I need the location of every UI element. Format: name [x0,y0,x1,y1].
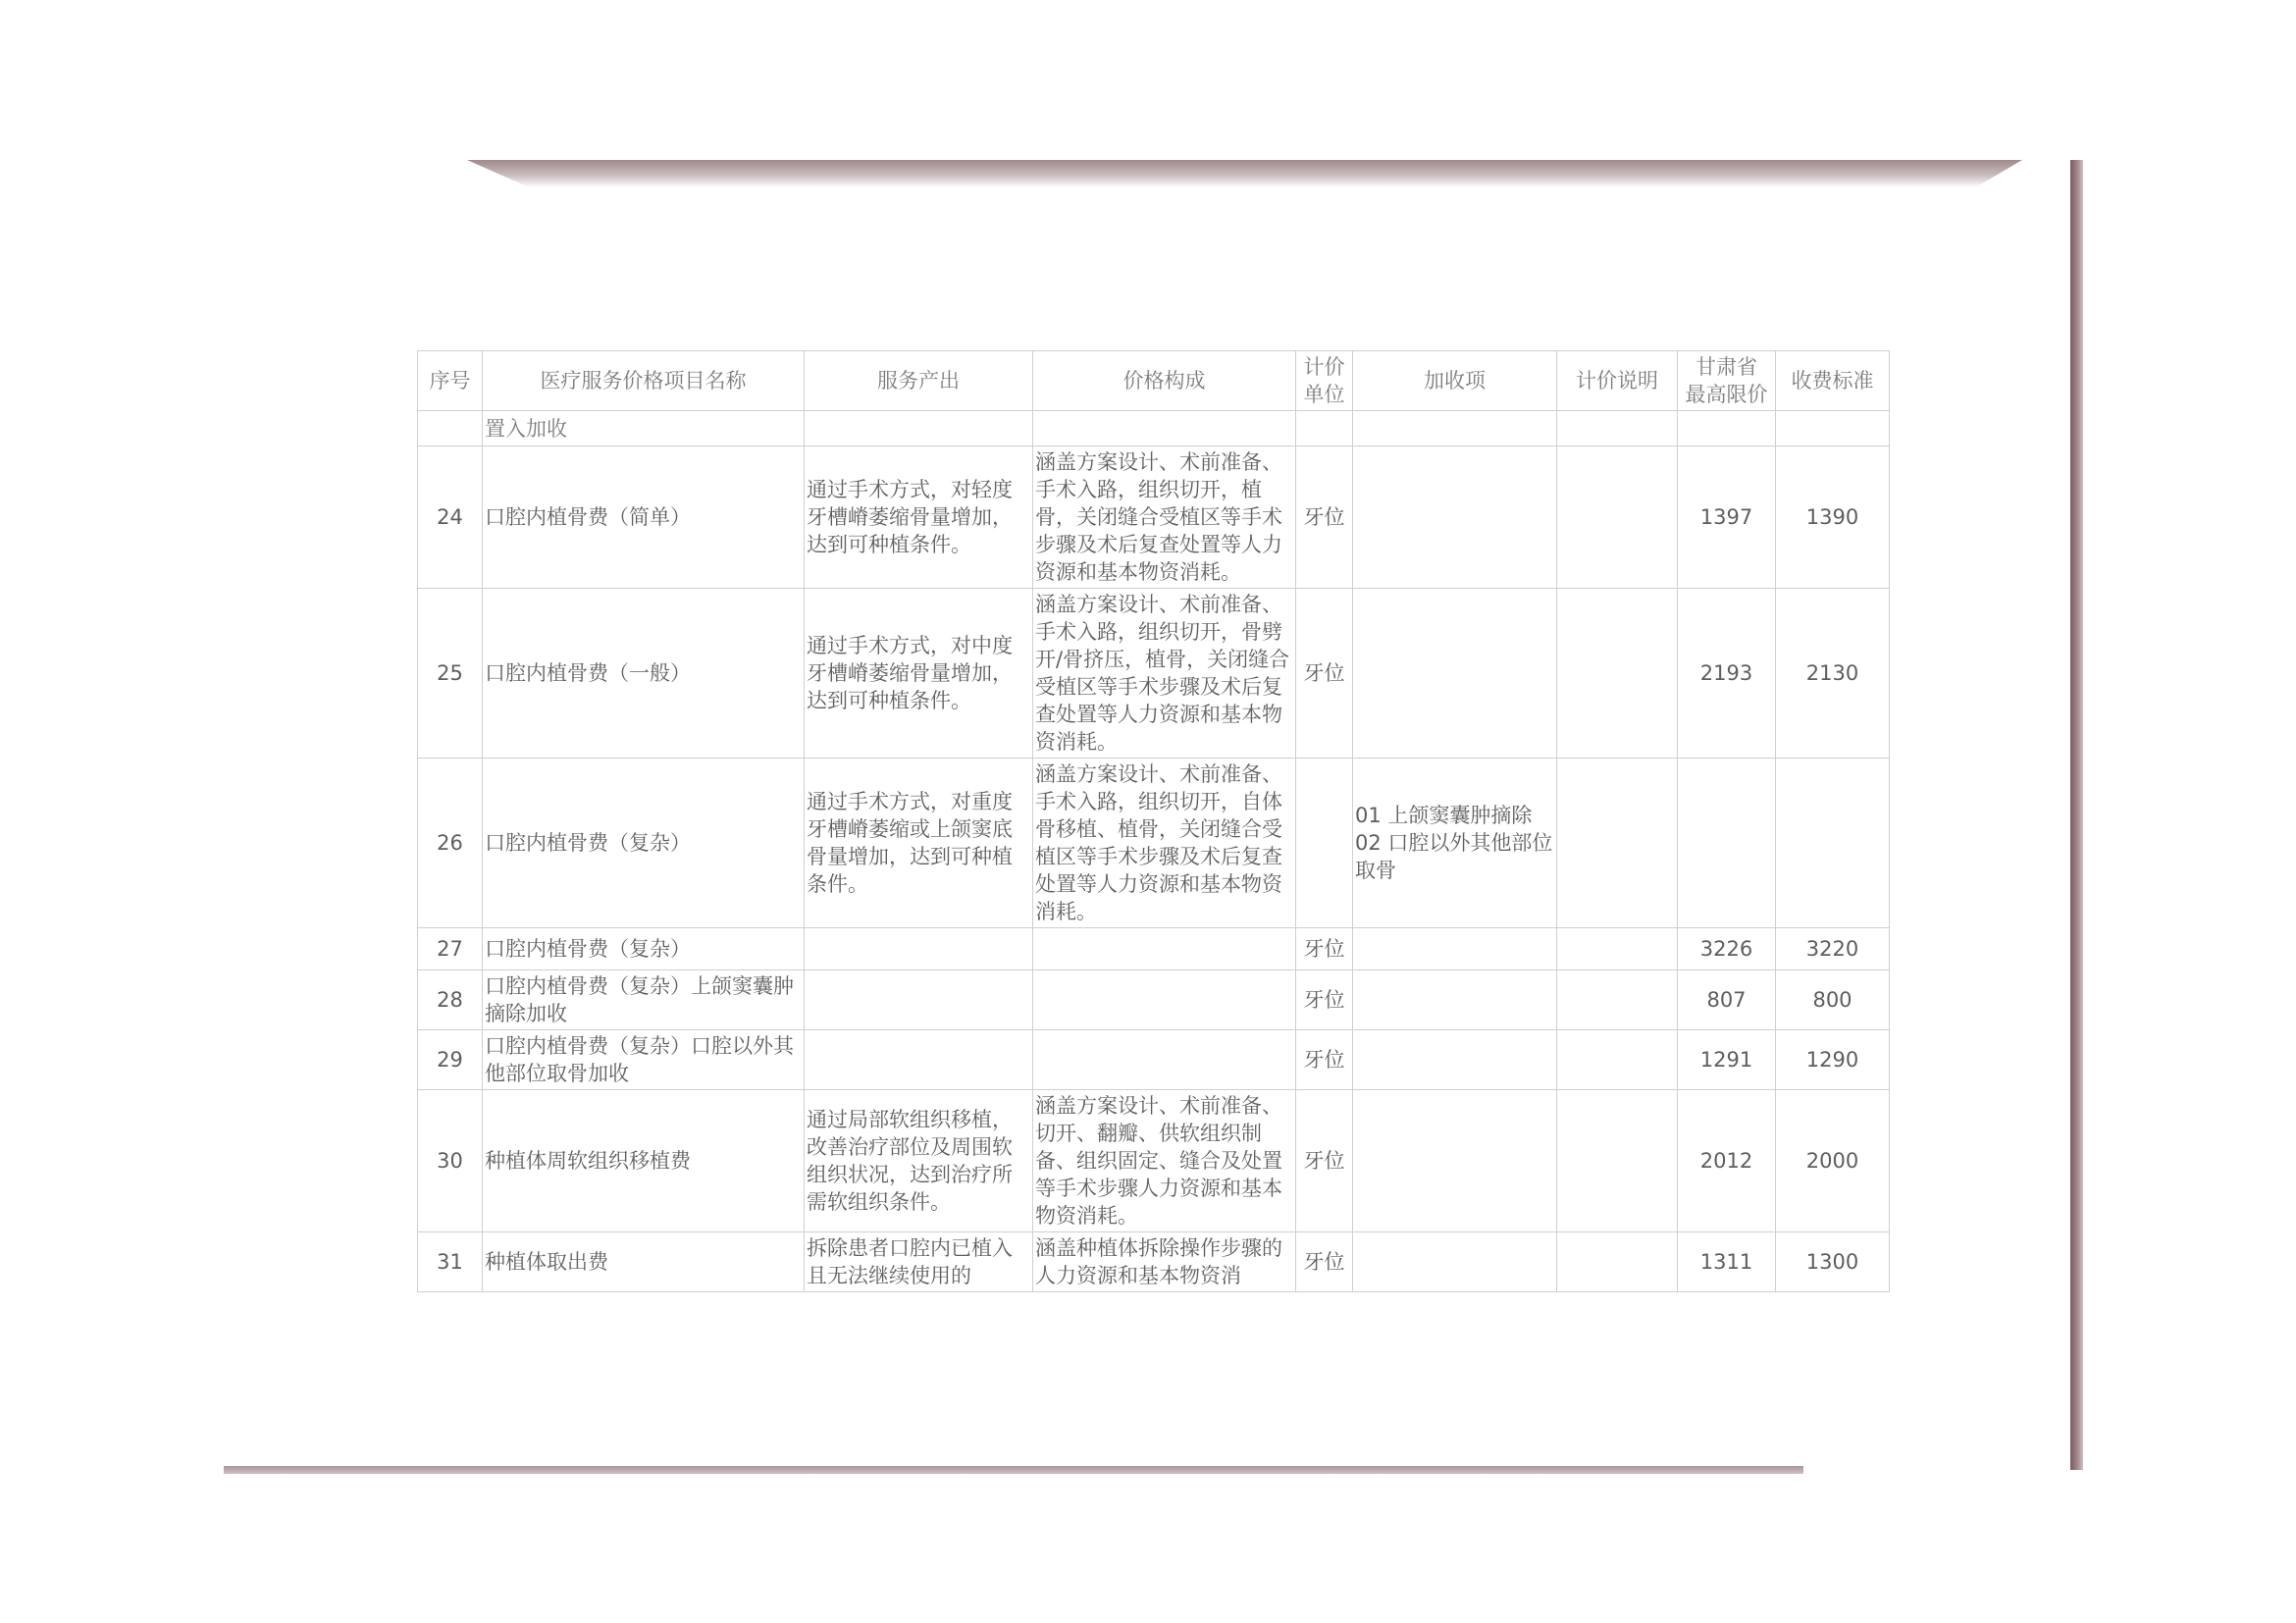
cell-seq: 31 [418,1232,483,1292]
cell-note [1557,759,1678,928]
cell-extra [1353,446,1557,589]
cell-standard: 3220 [1776,928,1890,970]
cell-output [805,411,1033,446]
cell-extra [1353,928,1557,970]
cell-name: 口腔内植骨费（复杂） [483,928,805,970]
header-name: 医疗服务价格项目名称 [483,351,805,411]
cell-max [1678,759,1776,928]
cell-composition: 涵盖种植体拆除操作步骤的人力资源和基本物资消 [1033,1232,1296,1292]
cell-unit: 牙位 [1296,970,1353,1030]
cell-output: 通过手术方式，对轻度牙槽嵴萎缩骨量增加，达到可种植条件。 [805,446,1033,589]
cell-unit: 牙位 [1296,1030,1353,1090]
cell-note [1557,1232,1678,1292]
price-table [417,350,1890,1292]
cell-name: 口腔内植骨费（简单） [483,446,805,589]
cell-seq: 26 [418,759,483,928]
table-row [418,589,1890,759]
cell-unit [1296,759,1353,928]
cell-output [805,1030,1033,1090]
cell-note [1557,970,1678,1030]
cell-extra [1353,1232,1557,1292]
cell-note [1557,928,1678,970]
cell-composition [1033,928,1296,970]
cell-output: 通过手术方式，对中度牙槽嵴萎缩骨量增加，达到可种植条件。 [805,589,1033,759]
cell-standard: 1300 [1776,1232,1890,1292]
cell-output: 通过手术方式，对重度牙槽嵴萎缩或上颌窦底骨量增加，达到可种植条件。 [805,759,1033,928]
cell-unit: 牙位 [1296,928,1353,970]
cell-max: 2193 [1678,589,1776,759]
cell-extra [1353,759,1557,928]
cell-seq: 24 [418,446,483,589]
cell-max: 1291 [1678,1030,1776,1090]
cell-name: 种植体取出费 [483,1232,805,1292]
cell-extra [1353,1030,1557,1090]
cell-note [1557,1090,1678,1232]
cell-composition: 涵盖方案设计、术前准备、手术入路，组织切开，植骨，关闭缝合受植区等手术步骤及术后复查处置等人力资源和基本物资消耗。 [1033,446,1296,589]
cell-output: 拆除患者口腔内已植入且无法继续使用的 [805,1232,1033,1292]
table-row [418,1030,1890,1090]
cell-max: 807 [1678,970,1776,1030]
cell-max: 3226 [1678,928,1776,970]
cell-name: 口腔内植骨费（复杂）口腔以外其他部位取骨加收 [483,1030,805,1090]
cell-standard: 1390 [1776,446,1890,589]
extra-item-2: 02 口腔以外其他部位取骨 [1355,831,1553,882]
cell-extra [1353,589,1557,759]
cell-composition [1033,411,1296,446]
cell-output [805,970,1033,1030]
cell-max: 1397 [1678,446,1776,589]
header-max-line2: 最高限价 [1685,383,1768,406]
cell-name: 口腔内植骨费（一般） [483,589,805,759]
cell-seq [418,411,483,446]
header-max-price [1678,351,1776,411]
cell-standard: 800 [1776,970,1890,1030]
header-max-line1: 甘肃省 [1696,355,1757,379]
header-output: 服务产出 [805,351,1033,411]
table-header-row [418,351,1890,411]
header-unit-line1: 计价 [1303,355,1345,379]
cell-name: 种植体周软组织移植费 [483,1090,805,1232]
scan-edge-bottom [224,1466,1803,1474]
cell-seq: 25 [418,589,483,759]
cell-composition: 涵盖方案设计、术前准备、手术入路，组织切开，骨劈开/骨挤压，植骨，关闭缝合受植区等手术步骤及术后复查处置等人力资源和基本物资消耗。 [1033,589,1296,759]
header-seq: 序号 [418,351,483,411]
cell-composition: 涵盖方案设计、术前准备、切开、翻瓣、供软组织制备、组织固定、缝合及处置等手术步骤人力资源和基本物资消耗。 [1033,1090,1296,1232]
cell-note [1557,446,1678,589]
cell-seq: 29 [418,1030,483,1090]
cell-composition: 涵盖方案设计、术前准备、手术入路，组织切开，自体骨移植、植骨，关闭缝合受植区等手术步骤及术后复查处置等人力资源和基本物资消耗。 [1033,759,1296,928]
cell-unit: 牙位 [1296,446,1353,589]
table-row [418,1090,1890,1232]
cell-name: 口腔内植骨费（复杂）上颌窦囊肿摘除加收 [483,970,805,1030]
cell-note [1557,411,1678,446]
cell-standard: 2000 [1776,1090,1890,1232]
header-unit-line2: 单位 [1303,383,1345,406]
cell-extra [1353,411,1557,446]
cell-max [1678,411,1776,446]
cell-max: 1311 [1678,1232,1776,1292]
cell-max: 2012 [1678,1090,1776,1232]
header-extra: 加收项 [1353,351,1557,411]
table-row [418,928,1890,970]
cell-extra [1353,970,1557,1030]
cell-composition [1033,970,1296,1030]
cell-seq: 27 [418,928,483,970]
scan-edge-right [2070,160,2083,1470]
table-row-continuation [418,411,1890,446]
table-row [418,446,1890,589]
cell-unit: 牙位 [1296,589,1353,759]
cell-unit: 牙位 [1296,1090,1353,1232]
cell-composition [1033,1030,1296,1090]
cell-standard [1776,759,1890,928]
cell-name: 口腔内植骨费（复杂） [483,759,805,928]
cell-standard: 2130 [1776,589,1890,759]
header-standard: 收费标准 [1776,351,1890,411]
cell-standard [1776,411,1890,446]
table-row [418,759,1890,928]
cell-output: 通过局部软组织移植，改善治疗部位及周围软组织状况，达到治疗所需软组织条件。 [805,1090,1033,1232]
cell-unit: 牙位 [1296,1232,1353,1292]
cell-name: 置入加收 [483,411,805,446]
cell-seq: 28 [418,970,483,1030]
table-row [418,970,1890,1030]
cell-note [1557,1030,1678,1090]
scan-edge-top [467,160,2022,187]
cell-extra [1353,1090,1557,1232]
table-row [418,1232,1890,1292]
cell-note [1557,589,1678,759]
extra-item-1: 01 上颌窦囊肿摘除 [1355,804,1533,827]
cell-seq: 30 [418,1090,483,1232]
header-unit [1296,351,1353,411]
header-composition: 价格构成 [1033,351,1296,411]
cell-output [805,928,1033,970]
header-note: 计价说明 [1557,351,1678,411]
cell-standard: 1290 [1776,1030,1890,1090]
cell-unit [1296,411,1353,446]
